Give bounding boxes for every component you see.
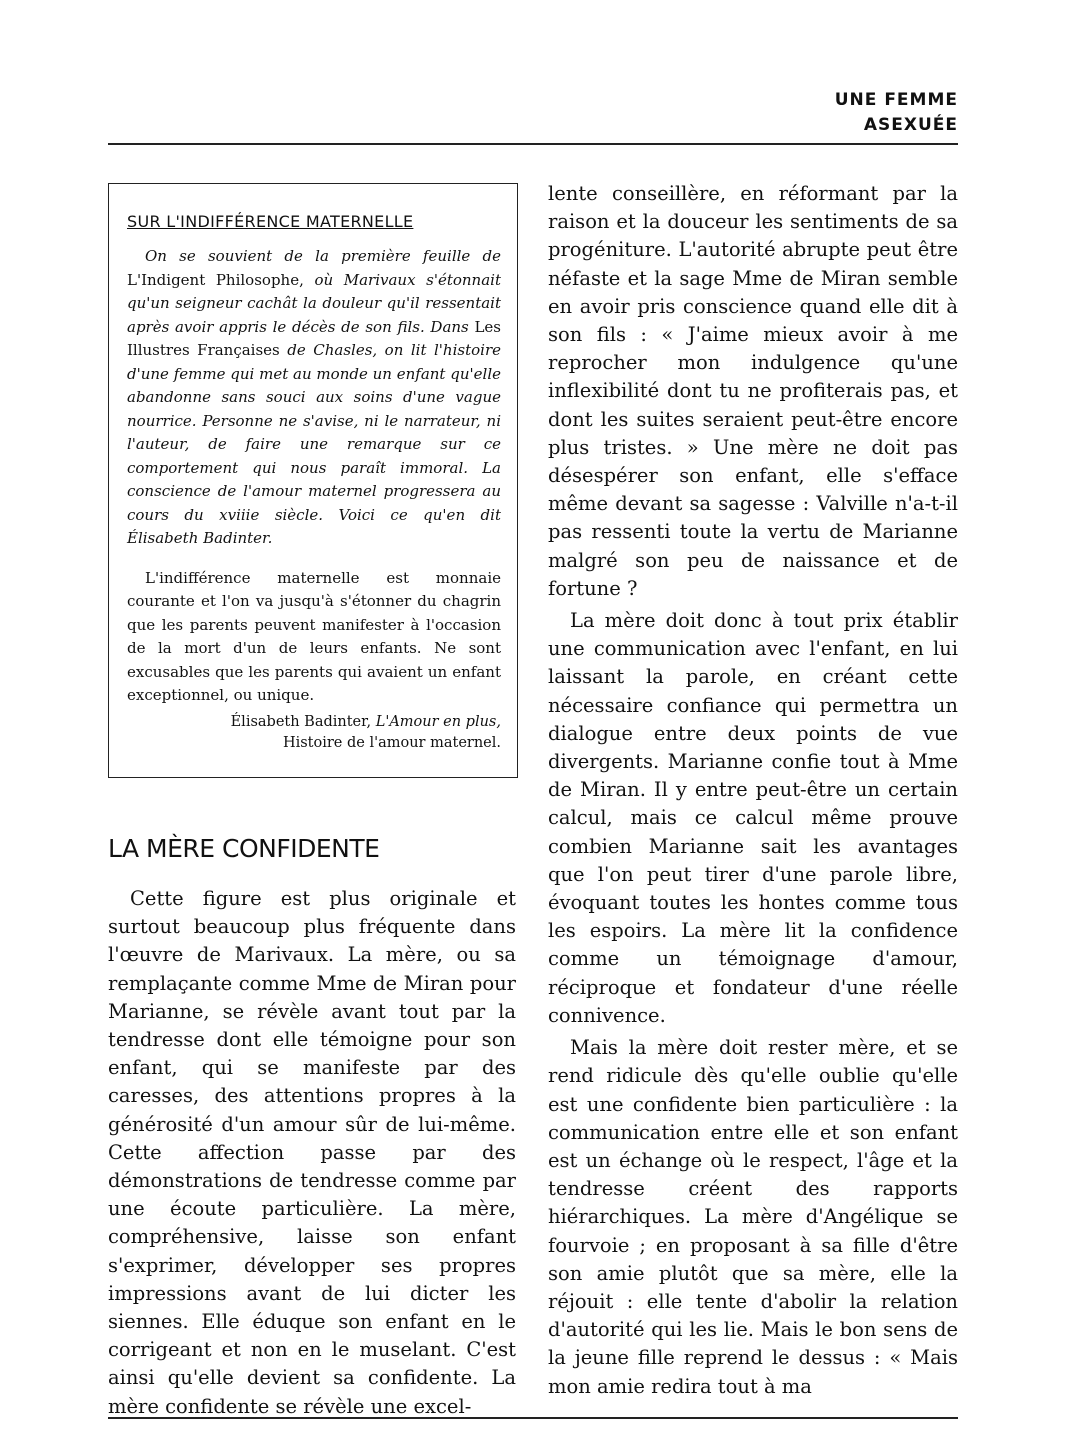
top-rule <box>108 143 958 145</box>
box-quote: L'indifférence maternelle est monnaie courante et l'on va jusqu'à s'étonner du chagrin que les parents peuvent manifester à l'occasion de la mort d'un de leurs enfants. Ne sont excusables que les parents qui avaient un enfant exceptionnel, ou unique. <box>127 568 501 704</box>
left-column <box>108 183 516 1421</box>
box-intro-part-1: On se souvient de la première feuille de <box>145 247 501 265</box>
source-subtitle: Histoire de l'amour maternel. <box>282 734 501 751</box>
bottom-rule <box>108 1417 958 1419</box>
box-title: SUR L'INDIFFÉRENCE MATERNELLE <box>127 212 414 231</box>
running-header <box>835 88 958 138</box>
box-intro-part-5: de Chasles, on lit l'histoire d'une femme qui met au monde un enfant qu'elle abandonne sans souci aux soins d'une vague nourrice. Personne ne s'avise, ni le narrateur, ni l'auteur, de faire une remarque sur ce comportement qui nous paraît immoral. La conscience de l'amour maternel progressera au cours du xviiie siècle. Voici ce qu'en dit Élisabeth Badinter. <box>127 341 501 547</box>
right-column <box>548 180 958 1401</box>
sidebar-box <box>108 183 518 778</box>
box-intro <box>127 245 501 551</box>
section-title: LA MÈRE CONFIDENTE <box>108 834 380 863</box>
header-line-2: ASEXUÉE <box>863 115 958 135</box>
right-paragraph-1: lente conseillère, en réformant par la raison et la douceur les sentiments de sa progéniture. L'autorité abrupte peut être néfaste et la sage Mme de Miran semble en avoir pris conscience quand elle dit à son fils : « J'aime mieux avoir à me reprocher mon indulgence qu'une inflexibilité dont tu ne profiterais pas, et dont les suites seraient peut-être encore plus tristes. » Une mère ne doit pas désespérer son enfant, elle s'efface même devant sa sagesse : Valville n'a-t-il pas ressenti toute la vertu de Marianne malgré son peu de naissance et de fortune ? <box>548 182 958 600</box>
source-author: Élisabeth Badinter, <box>230 713 376 730</box>
box-source <box>127 712 501 754</box>
right-paragraph-2: La mère doit donc à tout prix établir une communication avec l'enfant, en lui laissant la parole, en créant cette nécessaire confiance qui permettra un dialogue entre deux points de vue divergents. Marianne confie tout à Mme de Miran. Il y entre peut-être un certain calcul, mais ce calcul même prouve combien Marianne sait les avantages que l'on peut tirer d'une parole libre, évoquant toutes les hontes comme tous les espoirs. La mère lit la confidence comme un témoignage d'amour, réciproque et fondateur d'une réelle connivence. <box>548 609 958 1027</box>
box-intro-part-4: Les Illustres Françaises <box>127 317 501 359</box>
left-paragraph: Cette figure est plus originale et surtout beaucoup plus fréquente dans l'œuvre de Marivaux. La mère, ou sa remplaçante comme Mme de Miran pour Marianne, se révèle avant tout par la tendresse dont elle témoigne pour son enfant, qui se manifeste par des caresses, des attentions propres à la générosité d'un amour sûr de lui-même. Cette affection passe par des démonstrations de tendresse comme par une écoute particulière. La mère, compréhensive, laisse son enfant s'exprimer, développer ses propres impressions avant de lui dicter les siennes. Elle éduque son enfant en le corrigeant et non en le muselant. C'est ainsi qu'elle devient sa confidente. La mère confidente se révèle une excel- <box>108 887 516 1418</box>
box-intro-part-3: où Marivaux s'étonnait qu'un seigneur cachât la douleur qu'il ressentait après avoir appris le décès de son fils. Dans <box>127 270 501 336</box>
right-paragraph-3: Mais la mère doit rester mère, et se rend ridicule dès qu'elle oublie qu'elle est une confidente bien particulière : la communication entre elle et son enfant est un échange où le respect, l'âge et la tendresse créent des rapports hiérarchiques. La mère d'Angélique se fourvoie ; en proposant à sa fille d'être son amie plutôt que sa mère, elle la réjouit : elle tente d'abolir la relation d'autorité qui les lie. Mais le bon sens de la jeune fille reprend le dessus : « Mais mon amie redira tout à ma <box>548 1036 958 1398</box>
header-line-1: UNE FEMME <box>834 90 958 110</box>
box-intro-part-2: L'Indigent Philosophe, <box>127 270 315 289</box>
source-title: L'Amour en plus, <box>375 713 501 730</box>
